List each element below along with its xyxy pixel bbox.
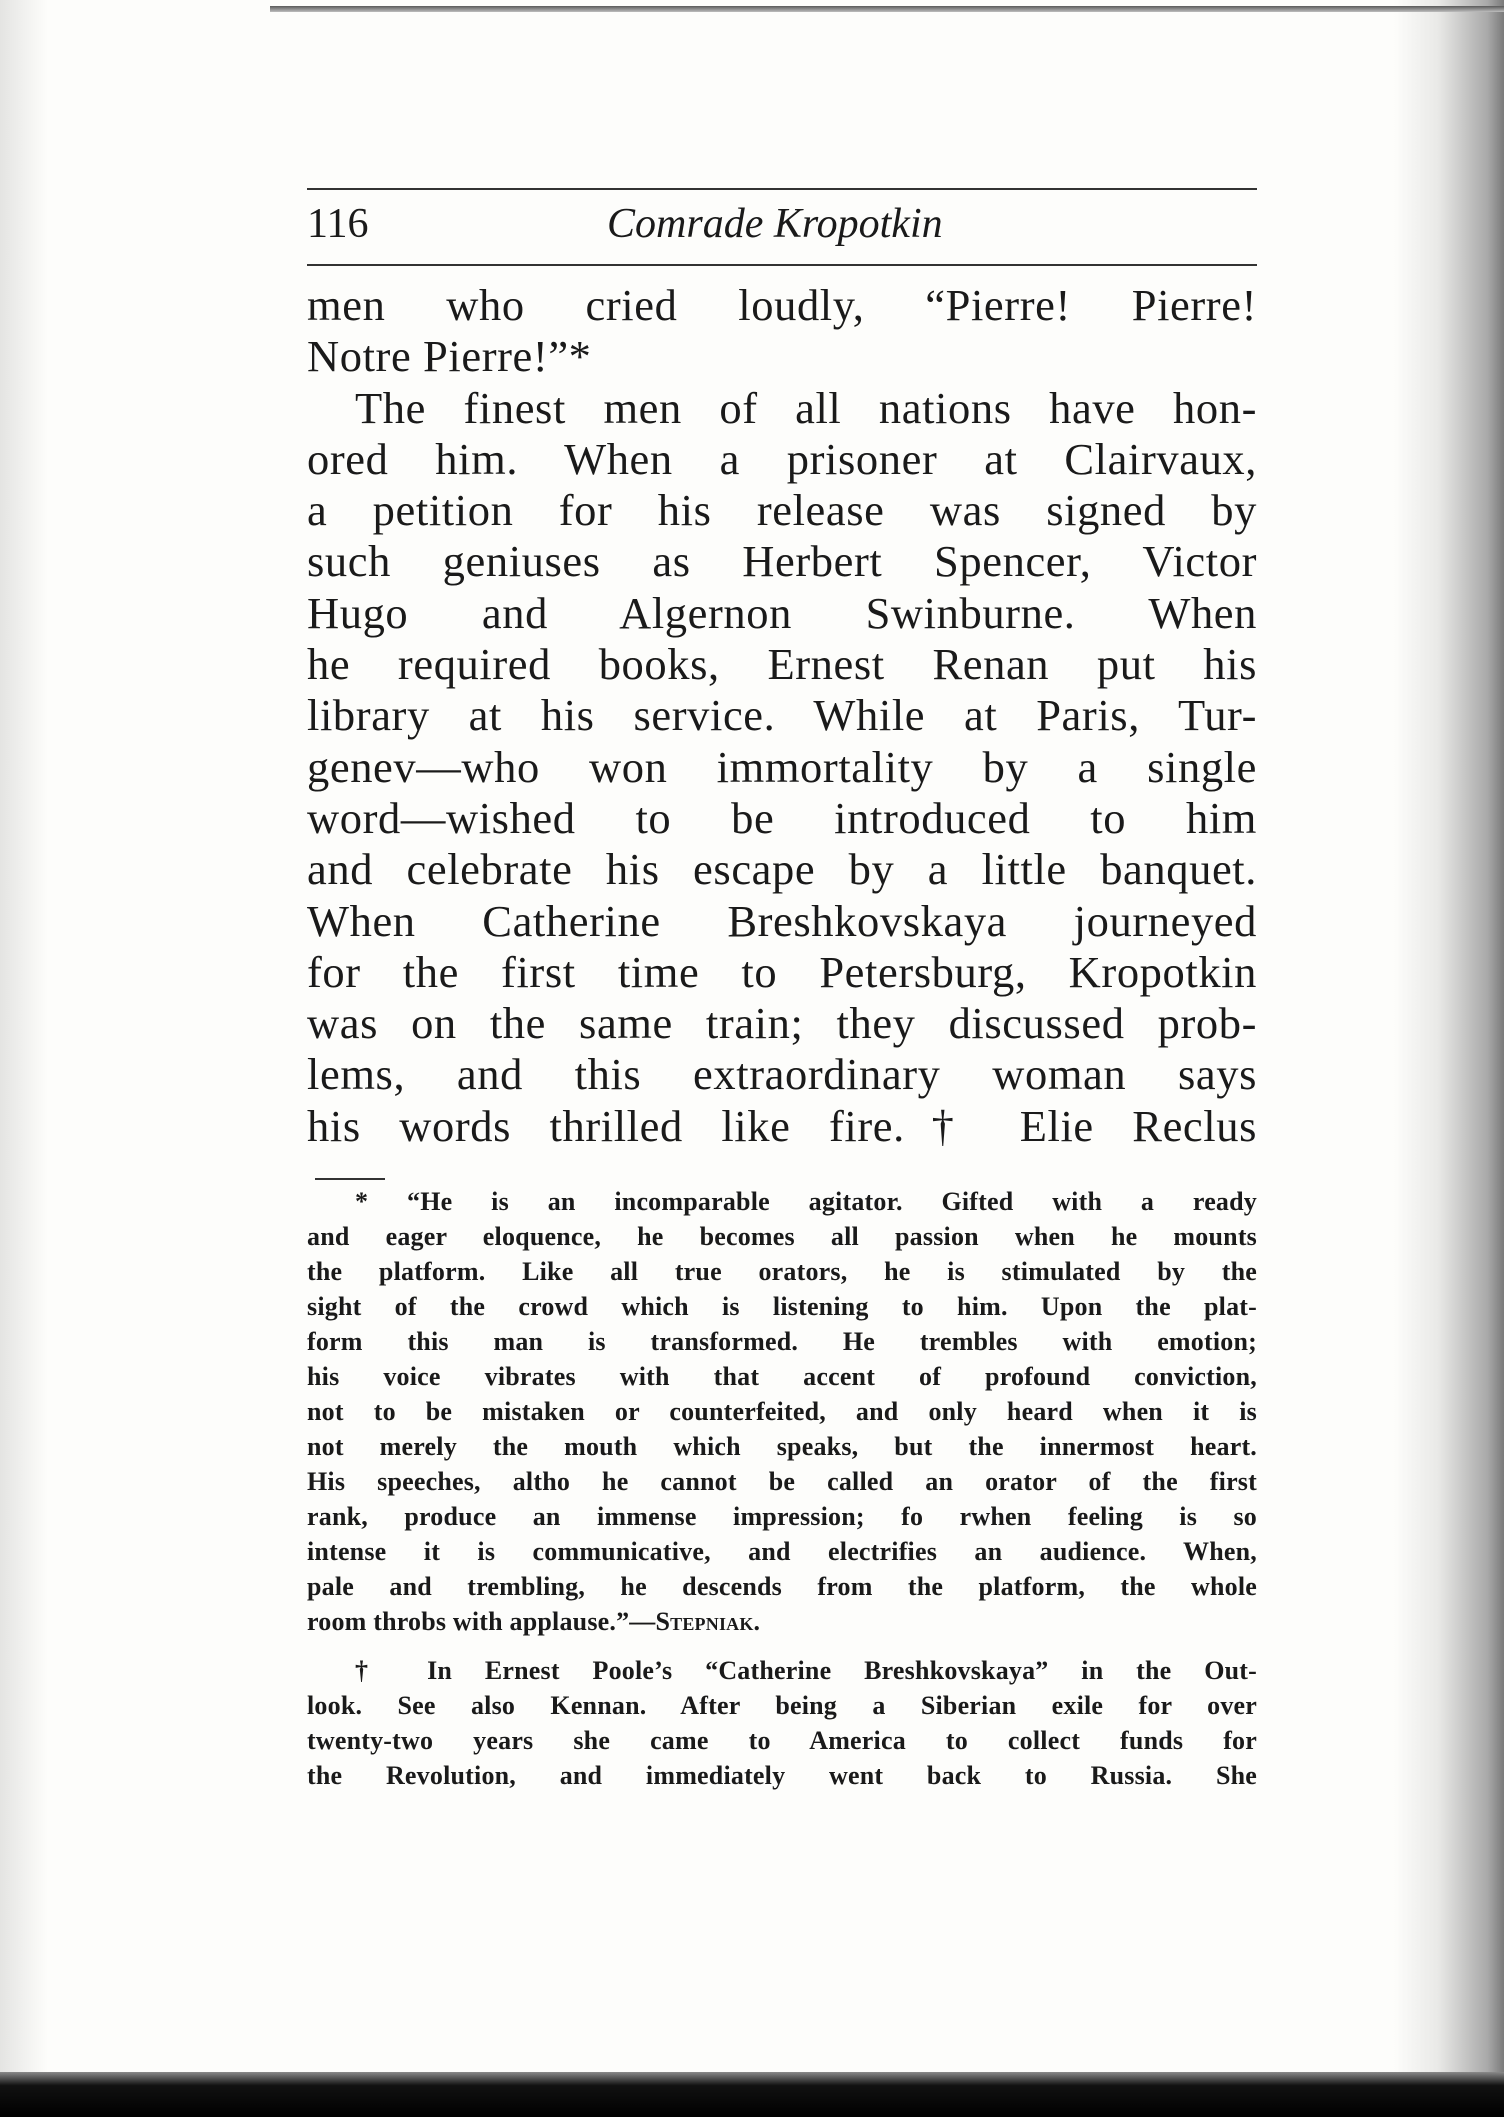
body-line: was on the same train; they discussed prob- [307,998,1257,1049]
body-text [307,280,1257,1152]
body-line: Hugo and Algernon Swinburne. When [307,587,1257,638]
scan-right-edge [1394,0,1504,2117]
body-line: for the first time to Petersburg, Kropotkin [307,946,1257,997]
header-bottom-rule [307,264,1257,266]
body-line: a petition for his release was signed by [307,485,1257,536]
body-line: he required books, Ernest Renan put his [307,639,1257,690]
body-line: and celebrate his escape by a little banquet. [307,844,1257,895]
body-line: such geniuses as Herbert Spencer, Victor [307,536,1257,587]
body-line: The finest men of all nations have hon- [355,382,1257,433]
body-line: genev—who won immortality by a single [307,741,1257,792]
scan-left-edge [0,0,48,2117]
footnote-line: * “He is an incomparable agitator. Gifted with a ready [355,1187,1257,1217]
footnote-line: sight of the crowd which is listening to him. Upon the plat- [307,1292,1257,1322]
body-line: men who cried loudly, “Pierre! Pierre! [307,280,1257,330]
footnote-line: form this man is transformed. He trembles with emotion; [307,1327,1257,1357]
footnotes [307,1184,1257,1793]
footnote-line: the Revolution, and immediately went back to Russia. She [307,1761,1257,1791]
footnote-line: twenty-two years she came to America to collect funds for [307,1726,1257,1756]
footnote-stepniak [307,1184,1257,1604]
footnote-line [307,1604,1257,1639]
footnote-line: not to be mistaken or counterfeited, and only heard when it is [307,1397,1257,1427]
footnote-line: intense it is communicative, and electrifies an audience. When, [307,1537,1257,1567]
footnote-last-line-text: room throbs with applause.”— [307,1607,656,1637]
running-title: Comrade Kropotkin [607,201,943,247]
footnote-line: his voice vibrates with that accent of profound conviction, [307,1362,1257,1392]
footnote-line: rank, produce an immense impression; fo rwhen feeling is so [307,1502,1257,1532]
footnote-gap [307,1639,1257,1653]
body-line: When Catherine Breshkovskaya journeyed [307,895,1257,946]
body-line: word—wished to be introduced to him [307,792,1257,843]
footnote-poole [307,1653,1257,1793]
body-line: library at his service. While at Paris, Tur- [307,690,1257,741]
page-number: 116 [307,201,369,247]
footnote-line: the platform. Like all true orators, he is stimulated by the [307,1257,1257,1287]
running-header [307,200,1257,260]
footnote-line: † In Ernest Poole’s “Catherine Breshkovskaya” in the Out- [355,1656,1257,1686]
footnote-line: not merely the mouth which speaks, but the innermost heart. [307,1432,1257,1462]
body-line: ored him. When a prisoner at Clairvaux, [307,433,1257,484]
footnote-rule [315,1178,385,1180]
scan-top-edge [270,6,1504,12]
footnote-line: His speeches, altho he cannot be called an orator of the first [307,1467,1257,1497]
body-line: lems, and this extraordinary woman says [307,1049,1257,1100]
body-line: his words thrilled like fire.† Elie Reclus [307,1100,1257,1151]
footnote-line: look. See also Kennan. After being a Siberian exile for over [307,1691,1257,1721]
body-line: Notre Pierre!”* [307,331,592,382]
header-top-rule [307,188,1257,190]
book-page [307,188,1257,1793]
footnote-attribution: Stepniak. [655,1607,761,1637]
footnote-line: pale and trembling, he descends from the platform, the whole [307,1572,1257,1602]
footnote-line: and eager eloquence, he becomes all passion when he mounts [307,1222,1257,1252]
scan-bottom-edge [0,2072,1504,2117]
